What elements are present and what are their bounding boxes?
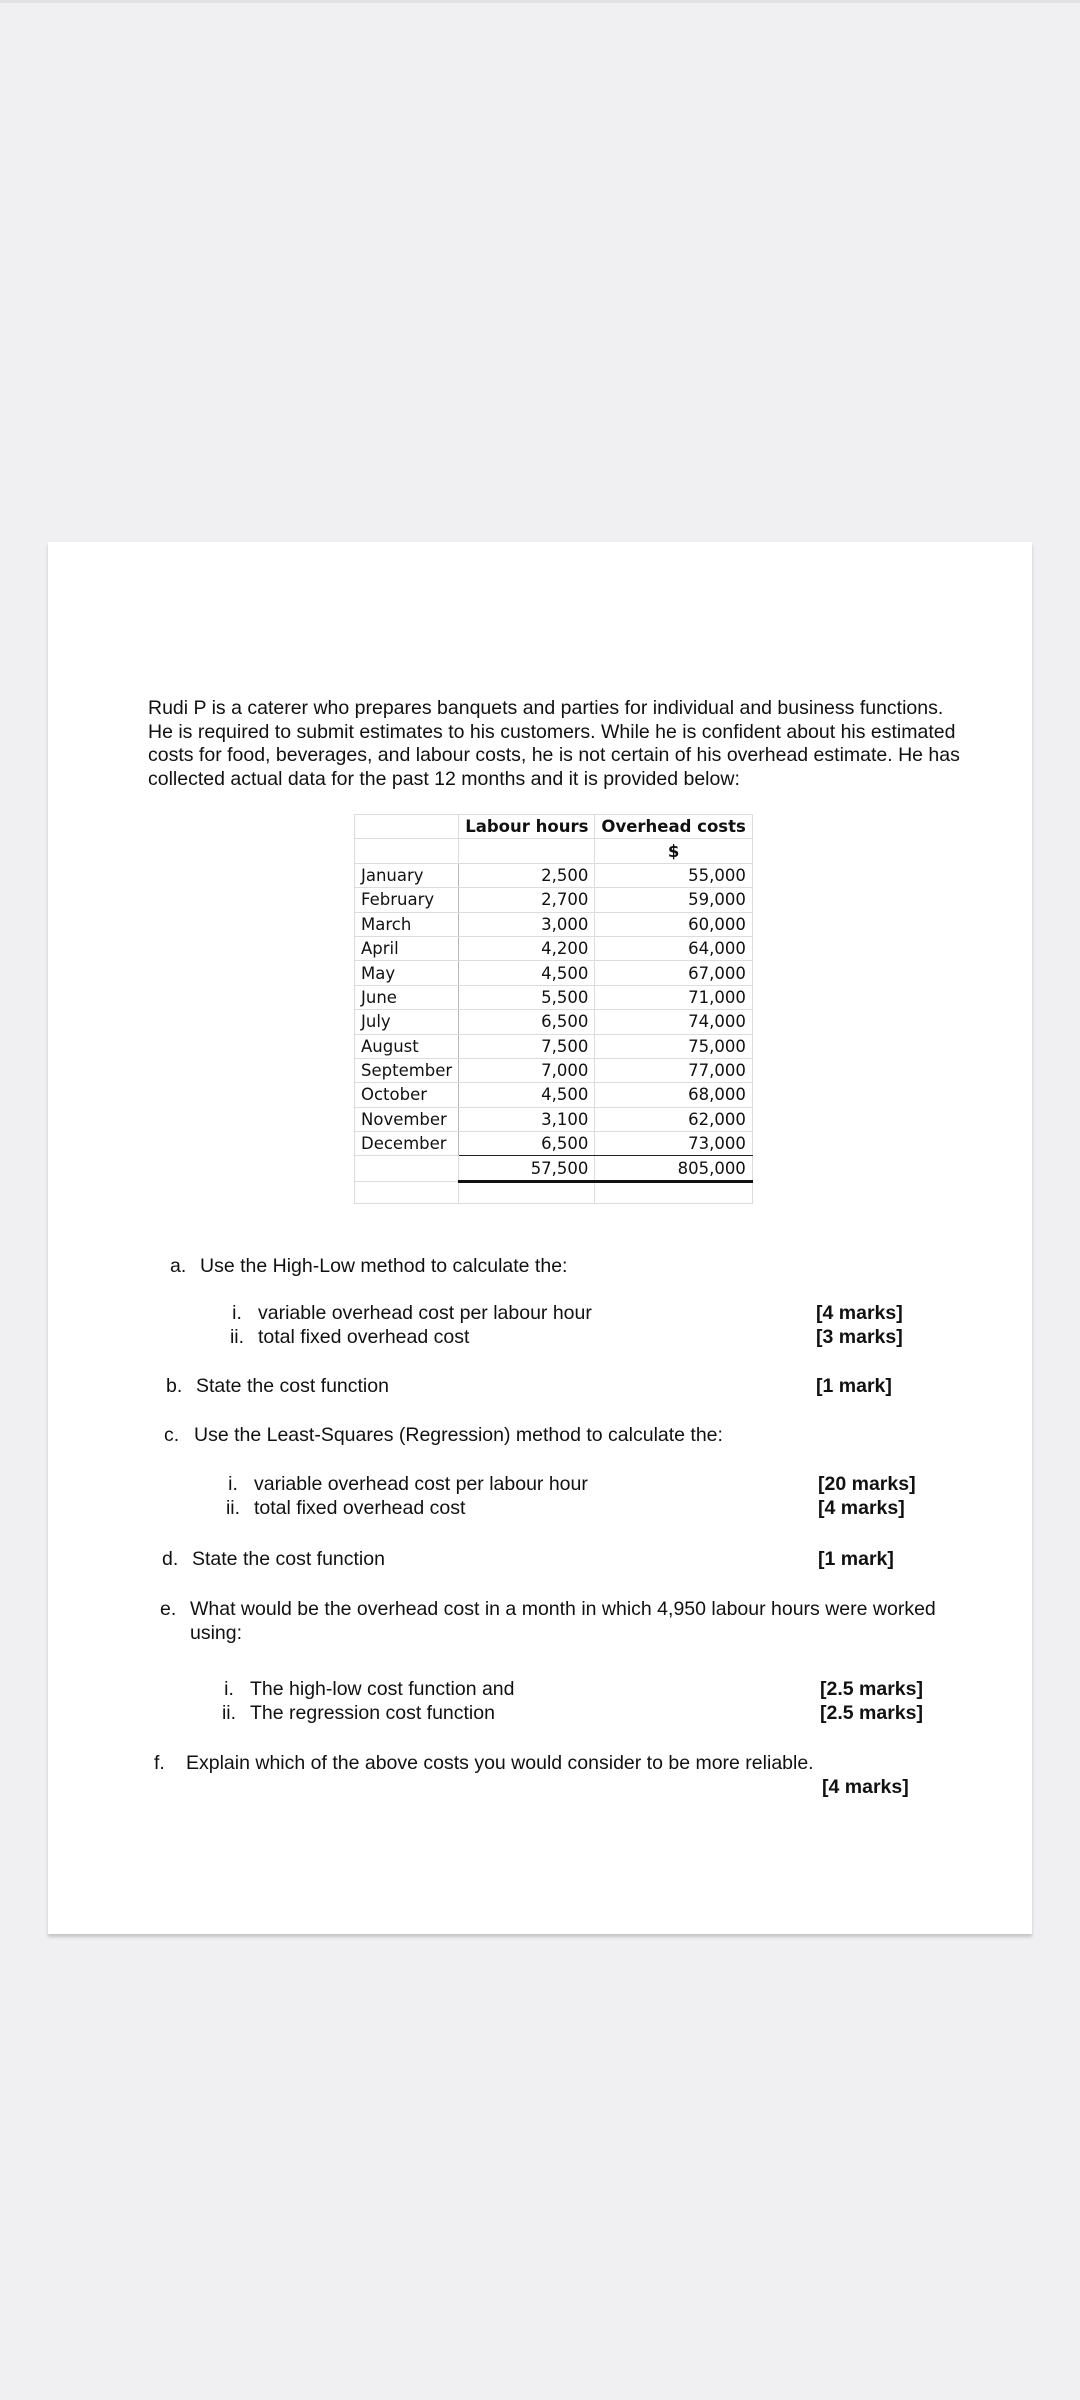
question-c: c. Use the Least-Squares (Regression) method to calculate the: — [164, 1424, 723, 1446]
question-a-ii: ii. total fixed overhead cost — [229, 1326, 470, 1348]
question-e-ii: ii. The regression cost function — [221, 1702, 495, 1724]
question-a: a. Use the High-Low method to calculate the: — [170, 1255, 568, 1277]
hours-cell: 5,500 — [459, 985, 595, 1009]
hours-cell: 7,500 — [459, 1034, 595, 1058]
table-row — [355, 961, 753, 985]
total-hours: 57,500 — [459, 1156, 595, 1181]
unit-dollar: $ — [595, 839, 752, 863]
month-cell: December — [355, 1132, 459, 1156]
cost-cell: 67,000 — [595, 961, 752, 985]
question-a-i: i. variable overhead cost per labour hour — [232, 1302, 592, 1324]
table-row — [355, 863, 753, 887]
cost-cell: 75,000 — [595, 1034, 752, 1058]
hours-cell: 2,700 — [459, 888, 595, 912]
marks-a-i: [4 marks] — [816, 1302, 903, 1324]
table-row — [355, 1132, 753, 1156]
hours-cell: 4,200 — [459, 936, 595, 960]
question-f: f. Explain which of the above costs you would consider to be more reliable. — [154, 1752, 814, 1774]
month-cell: September — [355, 1058, 459, 1082]
marks-b: [1 mark] — [816, 1375, 892, 1397]
month-cell: April — [355, 936, 459, 960]
table-header-row — [355, 815, 753, 839]
table-row — [355, 1058, 753, 1082]
header-labour-hours: Labour hours — [459, 815, 595, 839]
marks-c-i: [20 marks] — [818, 1473, 916, 1495]
hours-cell: 6,500 — [459, 1132, 595, 1156]
cost-cell: 77,000 — [595, 1058, 752, 1082]
marks-e-i: [2.5 marks] — [820, 1678, 923, 1700]
header-overhead-costs: Overhead costs — [595, 815, 752, 839]
month-cell: February — [355, 888, 459, 912]
table-blank-row — [355, 1181, 753, 1203]
month-cell: May — [355, 961, 459, 985]
cost-cell: 60,000 — [595, 912, 752, 936]
question-c-i: i. variable overhead cost per labour hour — [228, 1473, 588, 1495]
marks-d: [1 mark] — [818, 1548, 894, 1570]
overhead-data-table — [354, 814, 753, 1204]
hours-cell: 3,000 — [459, 912, 595, 936]
marks-c-ii: [4 marks] — [818, 1497, 905, 1519]
month-cell: June — [355, 985, 459, 1009]
marks-e-ii: [2.5 marks] — [820, 1702, 923, 1724]
month-cell: October — [355, 1083, 459, 1107]
table-row — [355, 1083, 753, 1107]
question-c-ii: ii. total fixed overhead cost — [225, 1497, 466, 1519]
table-row — [355, 1034, 753, 1058]
table-row — [355, 912, 753, 936]
month-cell: November — [355, 1107, 459, 1131]
table-row — [355, 1010, 753, 1034]
document-page — [48, 542, 1032, 1934]
table-row — [355, 1107, 753, 1131]
table-row — [355, 985, 753, 1009]
cost-cell: 64,000 — [595, 936, 752, 960]
hours-cell: 2,500 — [459, 863, 595, 887]
cost-cell: 59,000 — [595, 888, 752, 912]
intro-paragraph: Rudi P is a caterer who prepares banquets and parties for individual and business functions. He is required to submit estimates to his customers. While he is confident about his estimated costs for food, beverages, and labour costs, he is not certain of his overhead estimate. He has collected actual data for the past 12 months and it is provided below: — [148, 697, 960, 790]
hours-cell: 7,000 — [459, 1058, 595, 1082]
total-cost: 805,000 — [595, 1156, 752, 1181]
hours-cell: 6,500 — [459, 1010, 595, 1034]
month-cell: July — [355, 1010, 459, 1034]
question-e: e. What would be the overhead cost in a month in which 4,950 labour hours were worked using: — [160, 1598, 936, 1644]
marks-a-ii: [3 marks] — [816, 1326, 903, 1348]
table-unit-row — [355, 839, 753, 863]
marks-f: [4 marks] — [822, 1776, 909, 1798]
cost-cell: 74,000 — [595, 1010, 752, 1034]
top-edge — [0, 0, 1080, 3]
cost-cell: 55,000 — [595, 863, 752, 887]
table-row — [355, 888, 753, 912]
table-total-row — [355, 1156, 753, 1181]
cost-cell: 62,000 — [595, 1107, 752, 1131]
cost-cell: 68,000 — [595, 1083, 752, 1107]
question-e-i: i. The high-low cost function and — [224, 1678, 515, 1700]
month-cell: August — [355, 1034, 459, 1058]
hours-cell: 4,500 — [459, 961, 595, 985]
cost-cell: 73,000 — [595, 1132, 752, 1156]
header-blank — [355, 815, 459, 839]
hours-cell: 4,500 — [459, 1083, 595, 1107]
cost-cell: 71,000 — [595, 985, 752, 1009]
question-b: b. State the cost function — [166, 1375, 389, 1397]
month-cell: March — [355, 912, 459, 936]
question-d: d. State the cost function — [162, 1548, 385, 1570]
hours-cell: 3,100 — [459, 1107, 595, 1131]
month-cell: January — [355, 863, 459, 887]
table-row — [355, 936, 753, 960]
